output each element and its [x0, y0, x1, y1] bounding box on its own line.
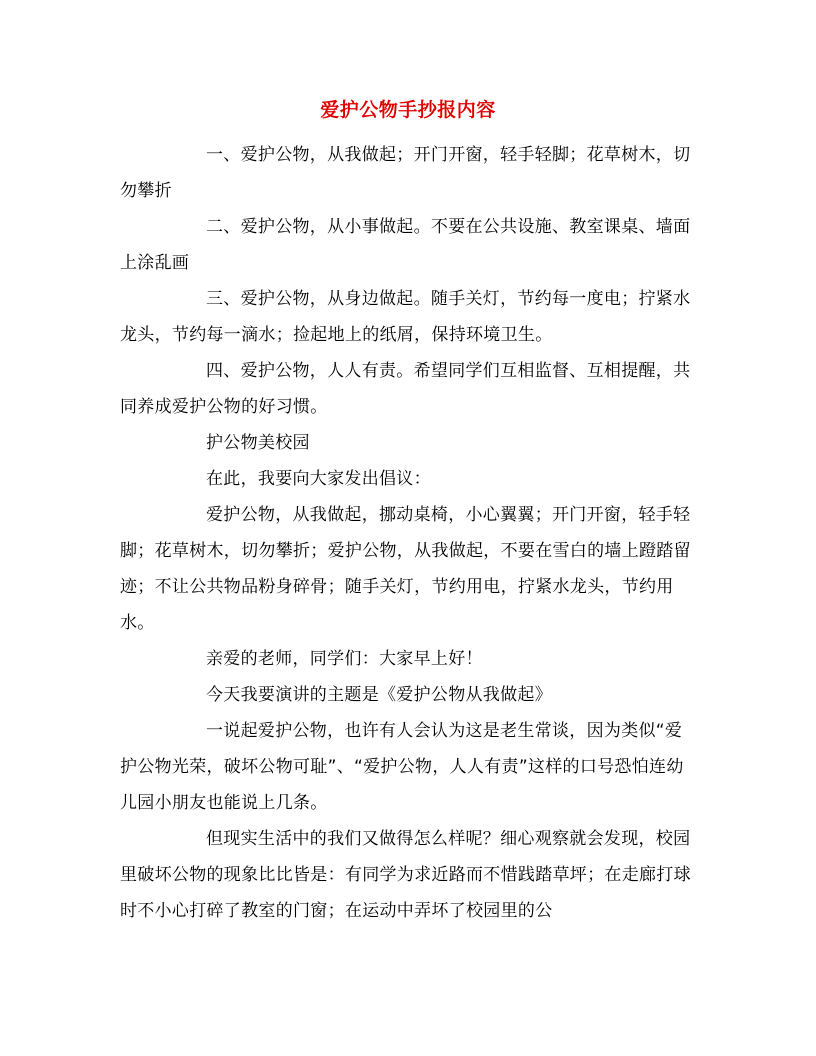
document-title: 爱护公物手抄报内容	[320, 99, 496, 121]
document-body	[120, 137, 698, 929]
paragraph: 今天我要演讲的主题是《爱护公物从我做起》	[206, 685, 552, 705]
paragraph: 一说起爱护公物，也许有人会认为这是老生常谈，因为类似“爱护公物光荣，破坏公物可耻”、“爱护公物，人人有责”这样的口号恐怕连幼儿园小朋友也能说上几条。	[120, 721, 684, 813]
paragraph: 二、爱护公物，从小事做起。不要在公共设施、教室课桌、墙面上涂乱画	[120, 217, 691, 273]
paragraph: 一、爱护公物，从我做起；开门开窗，轻手轻脚；花草树木，切勿攀折	[120, 145, 691, 201]
paragraph: 三、爱护公物，从身边做起。随手关灯，节约每一度电；拧紧水龙头，节约每一滴水；捡起地上的纸屑，保持环境卫生。	[120, 289, 691, 345]
paragraph: 护公物美校园	[206, 433, 310, 453]
paragraph: 但现实生活中的我们又做得怎么样呢？细心观察就会发现，校园里破坏公物的现象比比皆是：有同学为求近路而不惜践踏草坪；在走廊打球时不小心打碎了教室的门窗；在运动中弄坏了校园里的公	[120, 829, 691, 921]
paragraph: 四、爱护公物，人人有责。希望同学们互相监督、互相提醒，共同养成爱护公物的好习惯。	[120, 361, 691, 417]
paragraph: 亲爱的老师，同学们：大家早上好！	[206, 649, 483, 669]
paragraph: 爱护公物，从我做起，挪动桌椅，小心翼翼；开门开窗，轻手轻脚；花草树木，切勿攀折；爱护公物，从我做起，不要在雪白的墙上蹬踏留迹；不让公共物品粉身碎骨；随手关灯，节约用电，拧紧水龙头，节约用水。	[120, 505, 691, 633]
paragraph: 在此，我要向大家发出倡议：	[206, 469, 431, 489]
